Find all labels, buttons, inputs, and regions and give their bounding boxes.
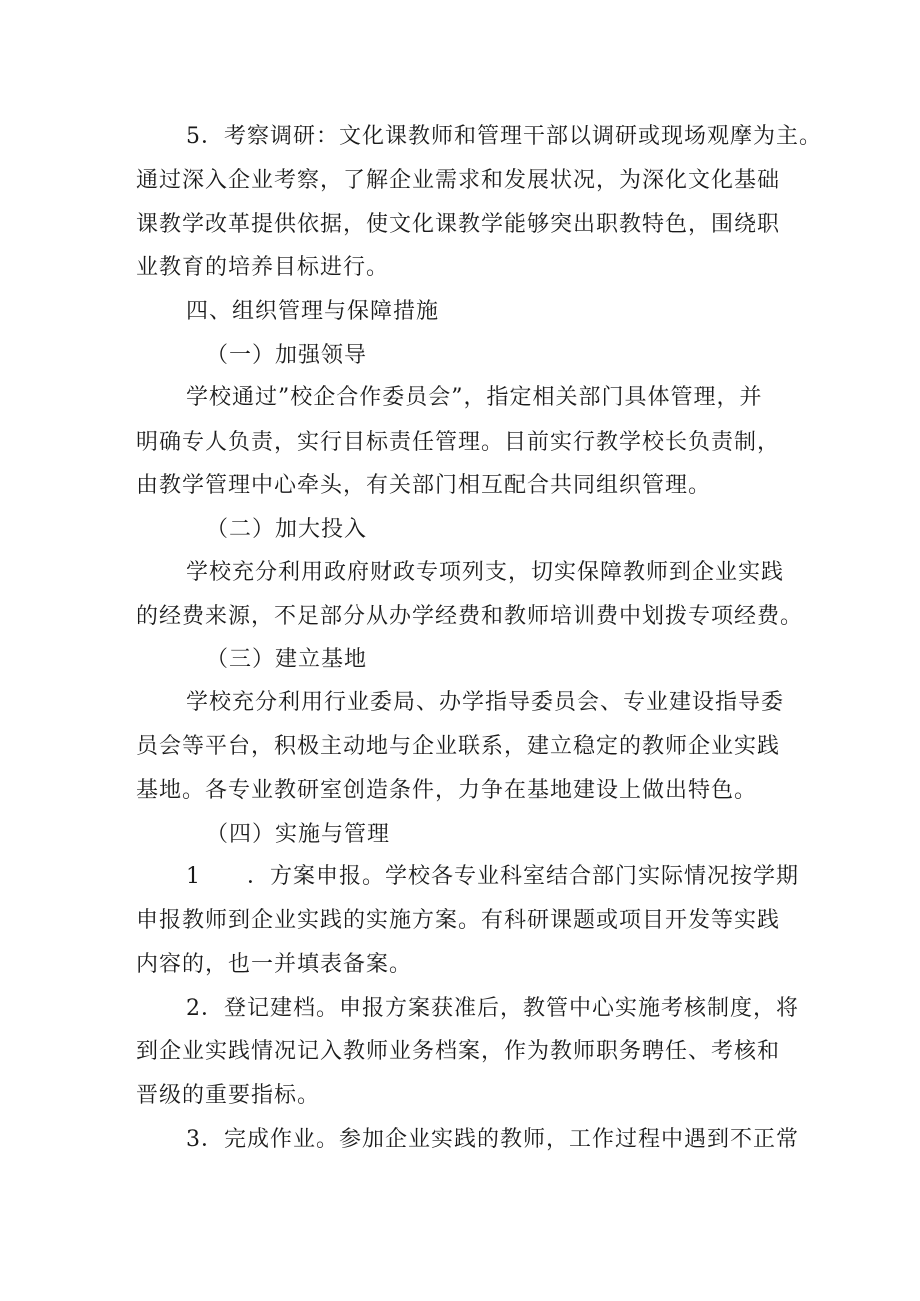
paragraph-line: 员会等平台，积极主动地与企业联系，建立稳定的教师企业实践 — [136, 734, 781, 759]
paragraph-line: 内容的，也一并填表备案。 — [136, 952, 413, 977]
paragraph-line: 通过深入企业考察，了解企业需求和发展状况，为深化文化基础 — [136, 168, 781, 193]
paragraph-line: 基地。各专业教研室创造条件，力争在基地建设上做出特色。 — [136, 778, 758, 803]
paragraph-line: 学校充分利用政府财政专项列支，切实保障教师到企业实践 — [186, 560, 785, 585]
paragraph-line: 申报教师到企业实践的实施方案。有科研课题或项目开发等实践 — [136, 908, 781, 933]
paragraph-line: 5．考察调研：文化课教师和管理干部以调研或现场观摩为主。 — [186, 124, 822, 149]
paragraph-line: 1 ．方案申报。学校各专业科室结合部门实际情况按学期 — [186, 864, 799, 889]
paragraph-line: 明确专人负责，实行目标责任管理。目前实行教学校长负责制， — [136, 430, 781, 455]
subsection-heading: （二）加大投入 — [206, 517, 368, 542]
paragraph-line: 2．登记建档。申报方案获准后，教管中心实施考核制度，将 — [186, 996, 799, 1021]
paragraph-line: 学校充分利用行业委局、办学指导委员会、专业建设指导委 — [186, 690, 785, 715]
paragraph-line: 到企业实践情况记入教师业务档案，作为教师职务聘任、考核和 — [136, 1039, 781, 1064]
subsection-heading: （四）实施与管理 — [206, 822, 391, 847]
paragraph-line: 由教学管理中心牵头，有关部门相互配合共同组织管理。 — [136, 473, 712, 498]
paragraph-line: 晋级的重要指标。 — [136, 1083, 321, 1108]
paragraph-line: 业教育的培养目标进行。 — [136, 255, 390, 280]
paragraph-line: 学校通过”校企合作委员会”，指定相关部门具体管理，并 — [186, 385, 763, 410]
section-heading: 四、组织管理与保障措施 — [186, 299, 440, 324]
subsection-heading: （三）建立基地 — [206, 647, 368, 672]
paragraph-line: 的经费来源，不足部分从办学经费和教师培训费中划拨专项经费。 — [136, 604, 804, 629]
paragraph-line: 3．完成作业。参加企业实践的教师，工作过程中遇到不正常 — [186, 1127, 799, 1152]
paragraph-line: 课教学改革提供依据，使文化课教学能够突出职教特色，围绕职 — [136, 212, 781, 237]
subsection-heading: （一）加强领导 — [206, 343, 368, 368]
